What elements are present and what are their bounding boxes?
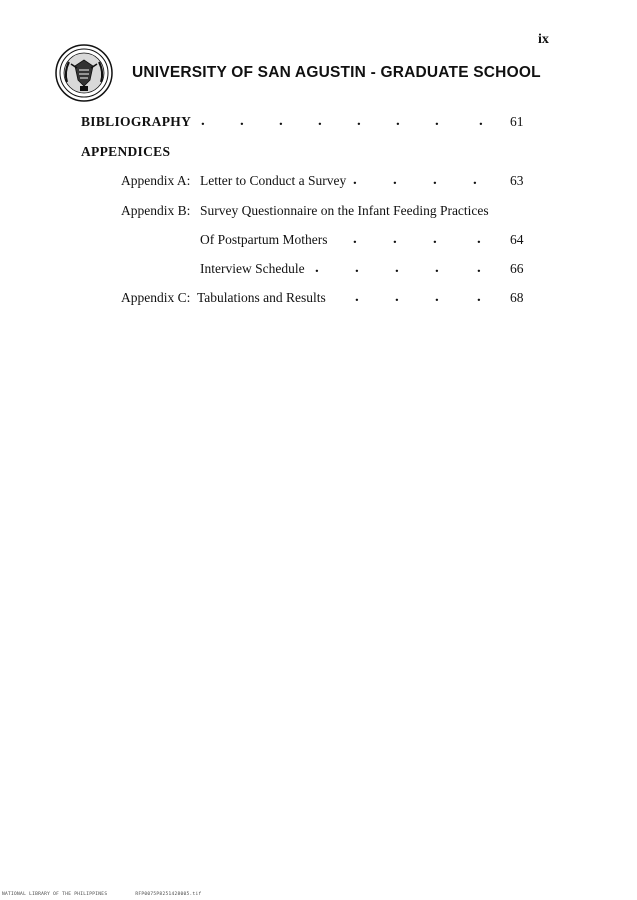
scan-footer <box>2 892 202 897</box>
appendix-a-title: Letter to Conduct a Survey <box>200 173 347 188</box>
appendix-c-page: 68 <box>510 290 524 305</box>
footer-file-name: RFP0075P8251428005.tif <box>135 892 202 897</box>
bibliography-heading: BIBLIOGRAPHY <box>81 114 192 129</box>
interview-schedule-page: 66 <box>510 261 524 276</box>
appendix-c-prefix: Appendix C: <box>121 290 191 305</box>
appendices-heading: APPENDICES <box>81 144 171 159</box>
appendix-a-prefix: Appendix A: <box>121 173 191 188</box>
appendix-b-title-line1: Survey Questionnaire on the Infant Feeding Practices <box>200 203 489 218</box>
footer-library-name: NATIONAL LIBRARY OF THE PHILIPPINES <box>2 892 108 897</box>
bibliography-page: 61 <box>510 114 524 129</box>
school-header-title: UNIVERSITY OF SAN AGUSTIN - GRADUATE SCHOOL <box>132 64 541 81</box>
interview-schedule-title: Interview Schedule <box>200 261 305 276</box>
appendix-b-page: 64 <box>510 232 524 247</box>
appendix-a-page: 63 <box>510 173 524 188</box>
appendix-b-prefix: Appendix B: <box>121 203 191 218</box>
university-seal-icon <box>55 44 113 102</box>
page-number: ix <box>538 32 549 47</box>
appendix-c-title: Tabulations and Results <box>197 290 326 305</box>
appendix-b-title-line2: Of Postpartum Mothers <box>200 232 328 247</box>
